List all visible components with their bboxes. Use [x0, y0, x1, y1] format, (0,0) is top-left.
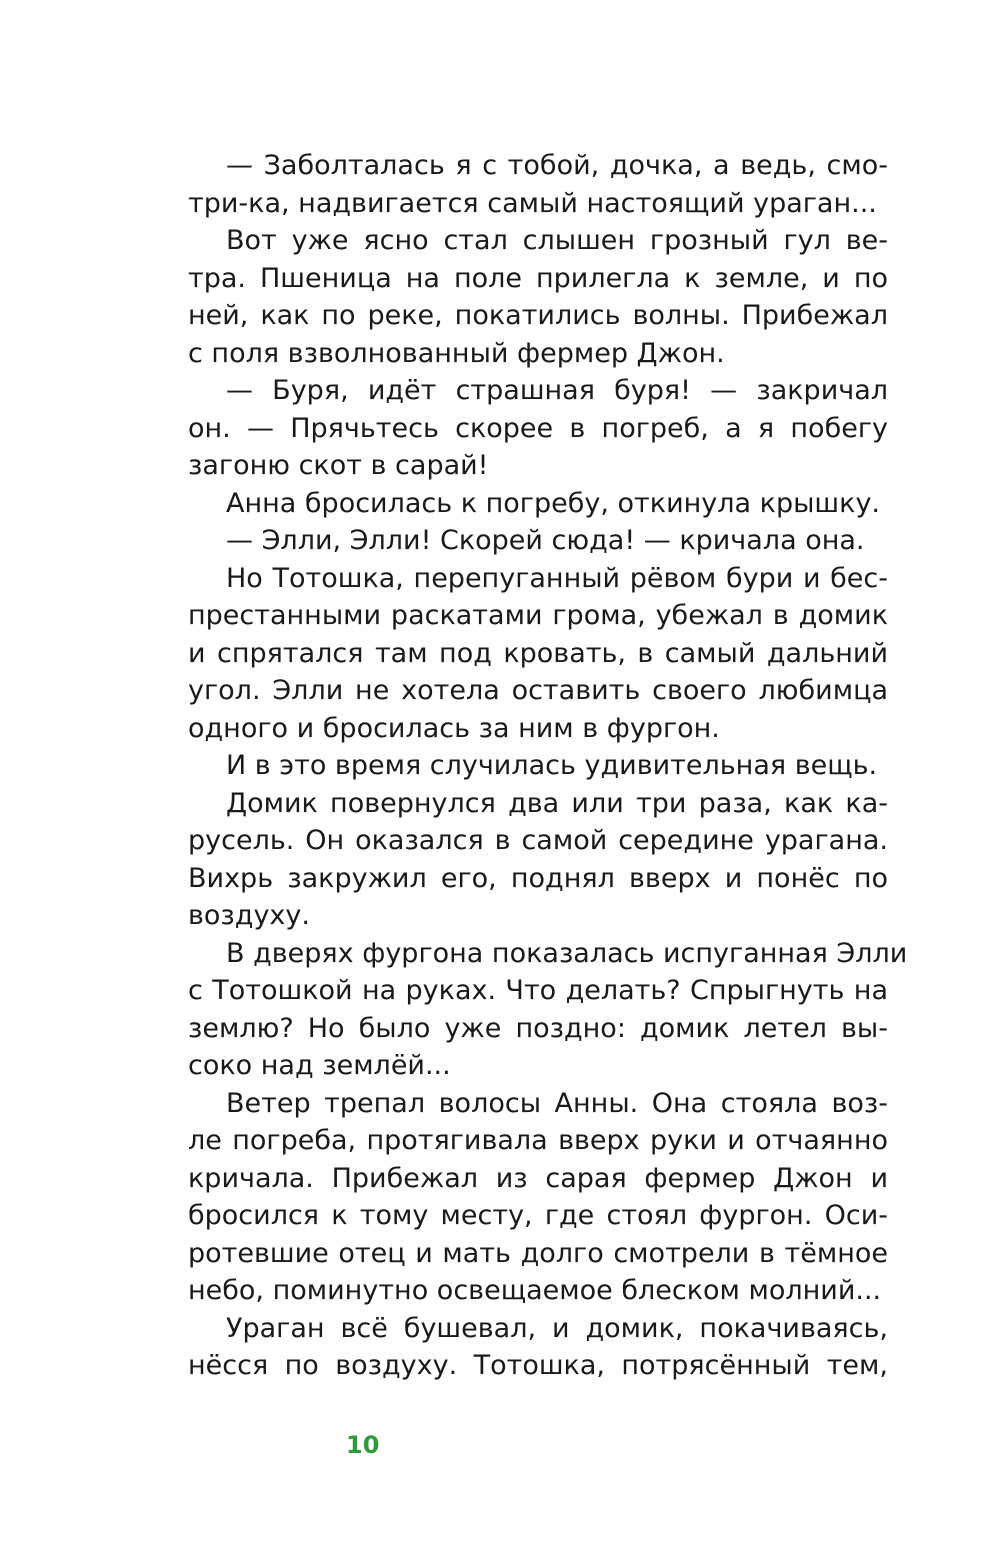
text-line: И в это время случилась удивительная вещь.	[226, 750, 878, 781]
text-line: с Тотошкой на руках. Что делать? Спрыгнуть на	[188, 975, 888, 1006]
text-line: кричала. Прибежал из сарая фермер Джон и	[188, 1162, 888, 1194]
text-line: престанными раскатами грома, убежал в домик	[188, 600, 888, 631]
text-line: воздуху.	[188, 900, 310, 931]
text-line: Анна бросилась к погребу, откинула крышку.	[226, 487, 880, 519]
text-line: одного и бросилась за ним в фургон.	[188, 712, 720, 744]
text-line: загоню скот в сарай!	[188, 450, 489, 481]
text-line: русель. Он оказался в самой середине урагана.	[188, 825, 888, 856]
text-line: — Буря, идёт страшная буря! — закричал	[226, 375, 888, 406]
text-line: ней, как по реке, покатились волны. Прибежал	[188, 300, 888, 331]
text-line: с поля взволнованный фермер Джон.	[188, 337, 725, 369]
text-line: ле погреба, протягивала вверх руки и отчаянно	[188, 1125, 888, 1156]
text-line: Домик повернулся два или три раза, как ка-	[226, 787, 888, 819]
text-line: соко над землёй...	[188, 1050, 451, 1081]
page-number: 10	[346, 1431, 380, 1459]
text-line: бросился к тому месту, где стоял фургон. Оси-	[188, 1200, 888, 1231]
text-line: Но Тотошка, перепуганный рёвом бури и бес-	[226, 562, 888, 594]
text-line: нёсся по воздуху. Тотошка, потрясённый тем,	[188, 1350, 888, 1381]
text-line: он. — Прячьтесь скорее в погреб, а я побегу	[188, 412, 888, 444]
text-line: Вихрь закружил его, поднял вверх и понёс по	[188, 862, 888, 894]
text-line: три-ка, надвигается самый настоящий ураган...	[188, 187, 877, 219]
text-line: — Заболталась я с тобой, дочка, а ведь, смо-	[226, 150, 888, 181]
text-line: небо, поминутно освещаемое блеском молний...	[188, 1275, 882, 1306]
text-line: угол. Элли не хотела оставить своего любимца	[188, 675, 888, 706]
text-line: В дверях фургона показалась испуганная Элли	[226, 937, 908, 969]
text-line: Ветер трепал волосы Анны. Она стояла воз-	[226, 1087, 888, 1119]
text-line: тра. Пшеница на поле прилегла к земле, и по	[188, 262, 888, 294]
body-text	[188, 147, 908, 1385]
text-line: землю? Но было уже поздно: домик летел вы-	[188, 1012, 888, 1044]
text-line: Вот уже ясно стал слышен грозный гул ве-	[226, 225, 888, 256]
text-line: и спрятался там под кровать, в самый дальний	[188, 637, 888, 669]
text-line: Ураган всё бушевал, и домик, покачиваясь,	[226, 1312, 888, 1344]
text-line: ротевшие отец и мать долго смотрели в тёмное	[188, 1237, 888, 1269]
text-line: — Элли, Элли! Скорей сюда! — кричала она.	[226, 525, 865, 556]
